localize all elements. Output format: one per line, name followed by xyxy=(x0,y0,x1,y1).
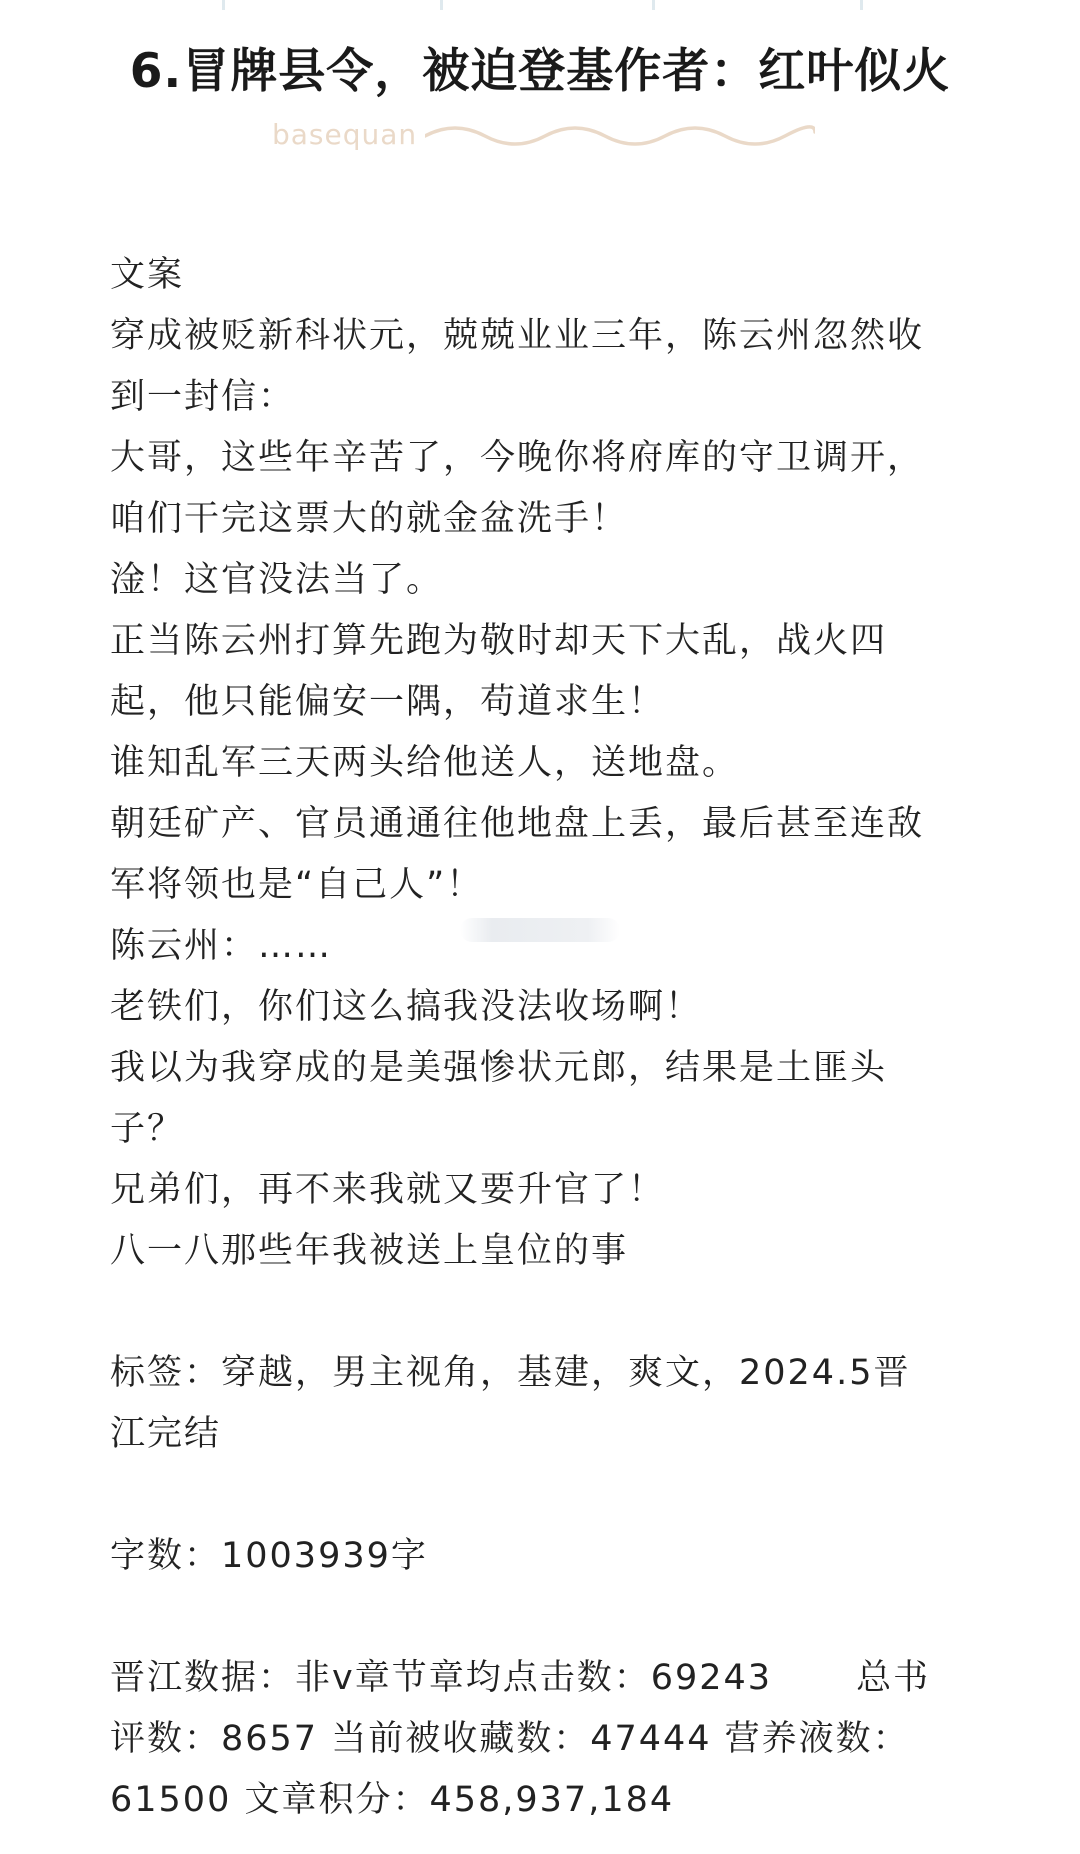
watermark-text: basequan xyxy=(272,118,418,151)
synopsis-line: 兄弟们，再不来我就又要升官了！ xyxy=(110,1170,666,1210)
spacer xyxy=(110,1282,990,1343)
top-edge-marks xyxy=(0,0,1080,12)
synopsis-line: 谁知乱军三天两头给他送人，送地盘。 xyxy=(110,743,740,783)
top-mark xyxy=(860,0,863,10)
synopsis-line: 陈云州：…… xyxy=(110,926,333,966)
synopsis-line: 起，他只能偏安一隅，苟道求生！ xyxy=(110,682,666,722)
synopsis-line: 正当陈云州打算先跑为敬时却天下大乱，战火四 xyxy=(110,621,888,661)
spacer xyxy=(110,1587,990,1648)
blurred-watermark xyxy=(460,918,620,942)
watermark xyxy=(0,110,1080,160)
synopsis-line: 穿成被贬新科状元，兢兢业业三年，陈云州忽然收 xyxy=(110,316,925,356)
synopsis-heading: 文案 xyxy=(110,255,185,295)
stats-line xyxy=(110,1648,990,1709)
stats-line: 61500 文章积分：458,937,184 xyxy=(110,1780,675,1820)
wave-divider-icon xyxy=(425,118,815,154)
synopsis-line: 大哥，这些年辛苦了，今晚你将府库的守卫调开， xyxy=(110,438,925,478)
tags-line: 江完结 xyxy=(110,1414,222,1454)
post-body xyxy=(110,245,990,1831)
synopsis-line: 老铁们，你们这么搞我没法收场啊！ xyxy=(110,987,703,1027)
synopsis-line: 子？ xyxy=(110,1109,185,1149)
spacer xyxy=(110,1465,990,1526)
avg-clicks: 晋江数据：非v章节章均点击数：69243 xyxy=(110,1658,773,1698)
synopsis-line: 到一封信： xyxy=(110,377,296,417)
synopsis-line: 军将领也是“自己人”！ xyxy=(110,865,484,905)
total-reviews-label: 总书 xyxy=(856,1658,931,1698)
top-mark xyxy=(652,0,655,10)
top-mark xyxy=(440,0,443,10)
synopsis-line: 朝廷矿产、官员通通往他地盘上丢，最后甚至连敌 xyxy=(110,804,925,844)
post-title: 6.冒牌县令，被迫登基作者：红叶似火 xyxy=(129,44,951,99)
synopsis-line: 我以为我穿成的是美强惨状元郎，结果是土匪头 xyxy=(110,1048,888,1088)
synopsis-line: 八一八那些年我被送上皇位的事 xyxy=(110,1231,629,1271)
top-mark xyxy=(222,0,225,10)
synopsis-line: 淦！这官没法当了。 xyxy=(110,560,444,600)
synopsis-line: 咱们干完这票大的就金盆洗手！ xyxy=(110,499,629,539)
word-count: 字数：1003939字 xyxy=(110,1536,428,1576)
stats-line: 评数：8657 当前被收藏数：47444 营养液数： xyxy=(110,1719,910,1759)
tags-line: 标签：穿越，男主视角，基建，爽文，2024.5晋 xyxy=(110,1353,911,1393)
